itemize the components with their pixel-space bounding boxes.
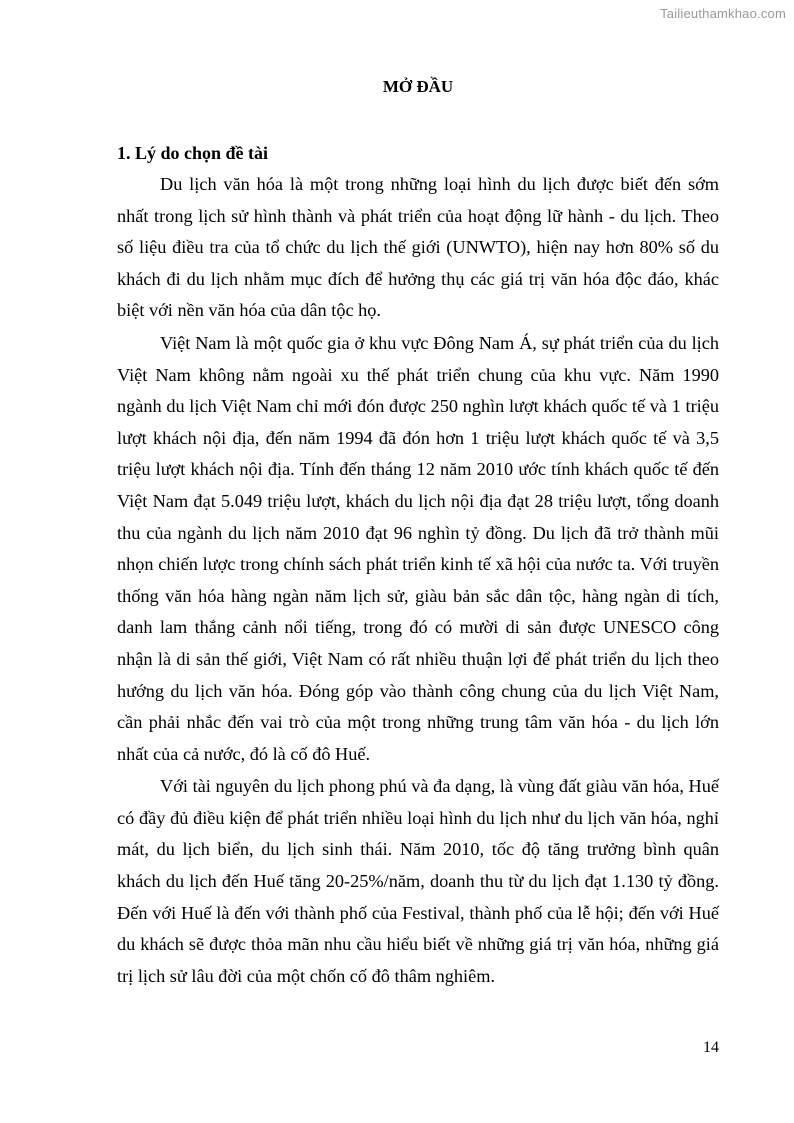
page-title: MỞ ĐẦU <box>382 77 454 96</box>
paragraph-2: Việt Nam là một quốc gia ở khu vực Đông Nam Á, sự phát triển của du lịch Việt Nam không nằm ngoài xu thế phát triển chung của khu vực. Năm 1990 ngành du lịch Việt Nam chỉ mới đón được 250 nghìn lượt khách quốc tế và 1 triệu lượt khách nội địa, đến năm 1994 đã đón hơn 1 triệu lượt khách quốc tế và 3,5 triệu lượt khách nội địa. Tính đến tháng 12 năm 2010 ước tính khách quốc tế đến Việt Nam đạt 5.049 triệu lượt, khách du lịch nội địa đạt 28 triệu lượt, tổng doanh thu của ngành du lịch năm 2010 đạt 96 nghìn tỷ đồng. Du lịch đã trở thành mũi nhọn chiến lược trong chính sách phát triển kinh tế xã hội của nước ta. Với truyền thống văn hóa hàng ngàn năm lịch sử, giàu bản sắc dân tộc, hàng ngàn di tích, danh lam thắng cảnh nổi tiếng, trong đó có mười di sản được UNESCO công nhận là di sản thế giới, Việt Nam có rất nhiều thuận lợi để phát triển du lịch theo hướng du lịch văn hóa. Đóng góp vào thành công chung của du lịch Việt Nam, cần phải nhắc đến vai trò của một trong những trung tâm văn hóa - du lịch lớn nhất của cả nước, đó là cố đô Huế. <box>117 332 719 764</box>
body-text <box>117 169 719 993</box>
section-heading: 1. Lý do chọn đề tài <box>117 143 269 163</box>
watermark-text: Tailieuthamkhao.com <box>660 6 786 21</box>
paragraph-3: Với tài nguyên du lịch phong phú và đa dạng, là vùng đất giàu văn hóa, Huế có đầy đủ điều kiện để phát triển nhiều loại hình du lịch như du lịch văn hóa, nghỉ mát, du lịch biển, du lịch sinh thái. Năm 2010, tốc độ tăng trưởng bình quân khách du lịch đến Huế tăng 20-25%/năm, doanh thu từ du lịch đạt 1.130 tỷ đồng. Đến với Huế là đến với thành phố của Festival, thành phố của lễ hội; đến với Huế du khách sẽ được thỏa mãn nhu cầu hiểu biết về những giá trị văn hóa, những giá trị lịch sử lâu đời của một chốn cố đô thâm nghiêm. <box>117 776 719 986</box>
page-number: 14 <box>703 1039 719 1056</box>
paragraph-1: Du lịch văn hóa là một trong những loại hình du lịch được biết đến sớm nhất trong lịch sử hình thành và phát triển của hoạt động lữ hành - du lịch. Theo số liệu điều tra của tổ chức du lịch thế giới (UNWTO), hiện nay hơn 80% số du khách đi du lịch nhằm mục đích để hưởng thụ các giá trị văn hóa độc đáo, khác biệt với nền văn hóa của dân tộc họ. <box>117 174 719 321</box>
